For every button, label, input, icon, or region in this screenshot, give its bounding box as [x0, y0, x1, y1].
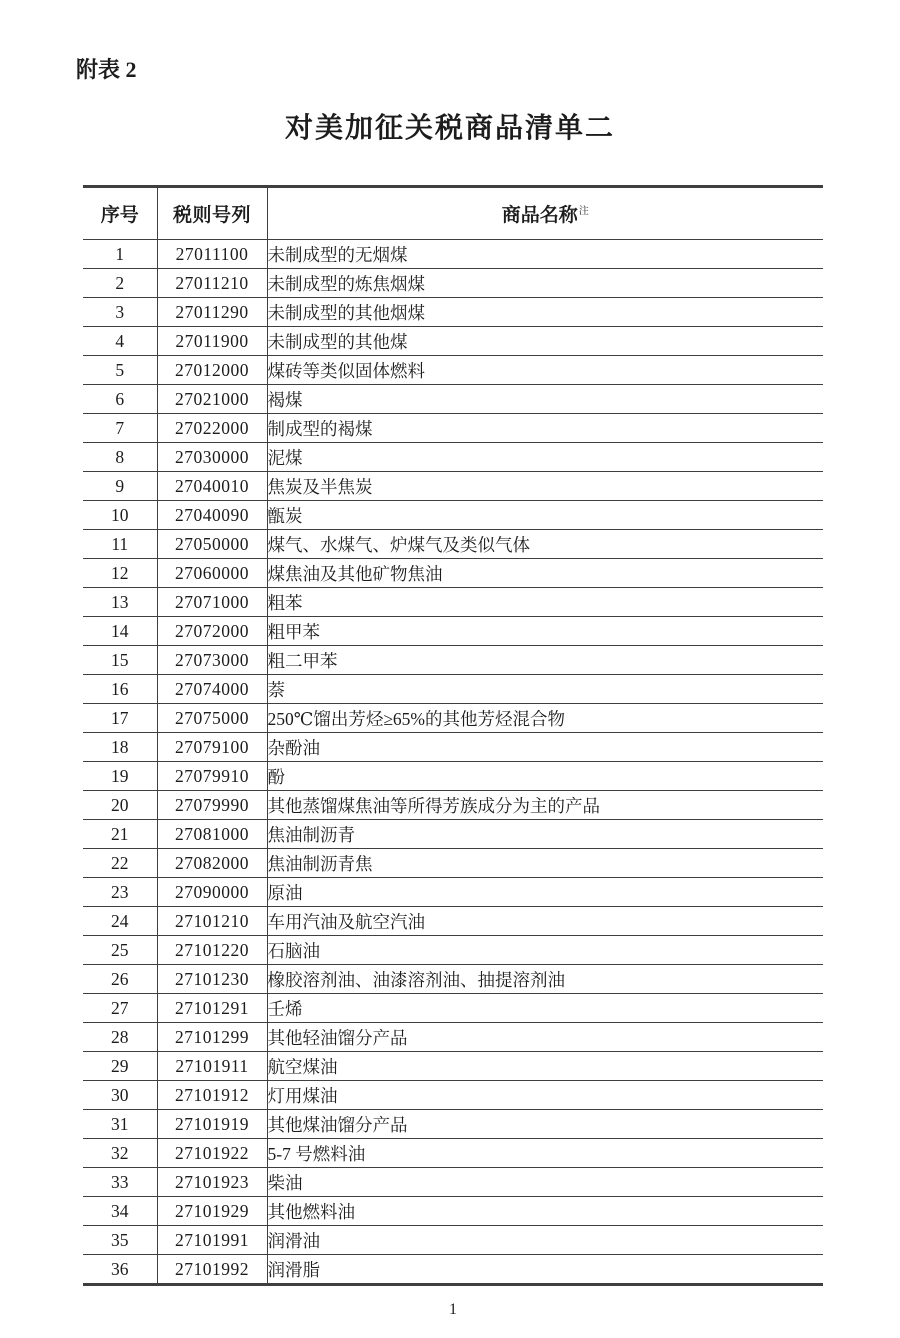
table-row — [83, 1110, 823, 1139]
cell-name: 橡胶溶剂油、油漆溶剂油、抽提溶剂油 — [267, 965, 823, 994]
table-row — [83, 617, 823, 646]
cell-code: 27072000 — [157, 617, 267, 646]
table-row — [83, 1139, 823, 1168]
cell-name: 焦油制沥青焦 — [267, 849, 823, 878]
cell-no: 3 — [83, 298, 157, 327]
cell-name: 其他煤油馏分产品 — [267, 1110, 823, 1139]
table-row — [83, 646, 823, 675]
cell-name: 煤气、水煤气、炉煤气及类似气体 — [267, 530, 823, 559]
cell-name: 未制成型的其他烟煤 — [267, 298, 823, 327]
cell-code: 27030000 — [157, 443, 267, 472]
cell-code: 27075000 — [157, 704, 267, 733]
cell-code: 27079100 — [157, 733, 267, 762]
cell-name: 壬烯 — [267, 994, 823, 1023]
table-row — [83, 791, 823, 820]
cell-code: 27022000 — [157, 414, 267, 443]
cell-name: 润滑油 — [267, 1226, 823, 1255]
cell-no: 16 — [83, 675, 157, 704]
cell-name: 航空煤油 — [267, 1052, 823, 1081]
cell-no: 31 — [83, 1110, 157, 1139]
cell-no: 15 — [83, 646, 157, 675]
cell-name: 250℃馏出芳烃≥65%的其他芳烃混合物 — [267, 704, 823, 733]
cell-name: 车用汽油及航空汽油 — [267, 907, 823, 936]
column-header-name-label: 商品名称 — [501, 205, 578, 226]
cell-code: 27101922 — [157, 1139, 267, 1168]
cell-no: 20 — [83, 791, 157, 820]
cell-name: 杂酚油 — [267, 733, 823, 762]
cell-code: 27079910 — [157, 762, 267, 791]
cell-name: 粗甲苯 — [267, 617, 823, 646]
page-number: 1 — [449, 1301, 457, 1318]
cell-code: 27060000 — [157, 559, 267, 588]
table-row — [83, 733, 823, 762]
cell-name: 泥煤 — [267, 443, 823, 472]
cell-code: 27079990 — [157, 791, 267, 820]
cell-no: 8 — [83, 443, 157, 472]
cell-no: 21 — [83, 820, 157, 849]
tariff-table-container — [83, 185, 823, 1286]
table-row — [83, 385, 823, 414]
cell-no: 36 — [83, 1255, 157, 1285]
tariff-table — [83, 185, 823, 1286]
cell-name: 5-7 号燃料油 — [267, 1139, 823, 1168]
table-row — [83, 1226, 823, 1255]
cell-code: 27011290 — [157, 298, 267, 327]
table-row — [83, 559, 823, 588]
cell-code: 27101291 — [157, 994, 267, 1023]
cell-no: 1 — [83, 240, 157, 269]
cell-name: 粗苯 — [267, 588, 823, 617]
cell-no: 23 — [83, 878, 157, 907]
cell-name: 其他轻油馏分产品 — [267, 1023, 823, 1052]
cell-code: 27040010 — [157, 472, 267, 501]
cell-name: 萘 — [267, 675, 823, 704]
column-header-code: 税则号列 — [157, 187, 267, 240]
cell-code: 27101929 — [157, 1197, 267, 1226]
cell-no: 22 — [83, 849, 157, 878]
cell-code: 27101991 — [157, 1226, 267, 1255]
cell-code: 27011900 — [157, 327, 267, 356]
cell-name: 煤砖等类似固体燃料 — [267, 356, 823, 385]
cell-code: 27012000 — [157, 356, 267, 385]
cell-name: 未制成型的其他煤 — [267, 327, 823, 356]
table-row — [83, 704, 823, 733]
cell-code: 27101230 — [157, 965, 267, 994]
cell-name: 制成型的褐煤 — [267, 414, 823, 443]
cell-code: 27050000 — [157, 530, 267, 559]
tariff-table-body — [83, 240, 823, 1285]
cell-no: 5 — [83, 356, 157, 385]
table-row — [83, 269, 823, 298]
cell-no: 11 — [83, 530, 157, 559]
cell-name: 润滑脂 — [267, 1255, 823, 1285]
cell-no: 29 — [83, 1052, 157, 1081]
cell-no: 26 — [83, 965, 157, 994]
cell-no: 4 — [83, 327, 157, 356]
cell-no: 27 — [83, 994, 157, 1023]
table-row — [83, 820, 823, 849]
table-row — [83, 965, 823, 994]
cell-name: 粗二甲苯 — [267, 646, 823, 675]
cell-name: 煤焦油及其他矿物焦油 — [267, 559, 823, 588]
cell-no: 7 — [83, 414, 157, 443]
cell-no: 35 — [83, 1226, 157, 1255]
table-row — [83, 849, 823, 878]
cell-code: 27101911 — [157, 1052, 267, 1081]
cell-no: 24 — [83, 907, 157, 936]
cell-no: 12 — [83, 559, 157, 588]
cell-code: 27101919 — [157, 1110, 267, 1139]
table-row — [83, 936, 823, 965]
cell-name: 原油 — [267, 878, 823, 907]
cell-no: 28 — [83, 1023, 157, 1052]
table-row — [83, 356, 823, 385]
cell-name: 焦炭及半焦炭 — [267, 472, 823, 501]
cell-code: 27101923 — [157, 1168, 267, 1197]
table-row — [83, 414, 823, 443]
cell-no: 14 — [83, 617, 157, 646]
cell-name: 焦油制沥青 — [267, 820, 823, 849]
cell-name: 其他燃料油 — [267, 1197, 823, 1226]
column-header-name — [267, 187, 823, 240]
table-row — [83, 472, 823, 501]
cell-code: 27073000 — [157, 646, 267, 675]
cell-code: 27071000 — [157, 588, 267, 617]
cell-no: 25 — [83, 936, 157, 965]
cell-no: 2 — [83, 269, 157, 298]
table-row — [83, 1197, 823, 1226]
cell-name: 其他蒸馏煤焦油等所得芳族成分为主的产品 — [267, 791, 823, 820]
cell-no: 18 — [83, 733, 157, 762]
cell-no: 33 — [83, 1168, 157, 1197]
cell-code: 27021000 — [157, 385, 267, 414]
cell-name: 未制成型的无烟煤 — [267, 240, 823, 269]
table-row — [83, 530, 823, 559]
table-row — [83, 1052, 823, 1081]
cell-code: 27101992 — [157, 1255, 267, 1285]
cell-code: 27101912 — [157, 1081, 267, 1110]
cell-name: 未制成型的炼焦烟煤 — [267, 269, 823, 298]
table-row — [83, 1255, 823, 1285]
cell-no: 30 — [83, 1081, 157, 1110]
table-row — [83, 907, 823, 936]
table-row — [83, 588, 823, 617]
cell-no: 34 — [83, 1197, 157, 1226]
table-row — [83, 878, 823, 907]
cell-code: 27081000 — [157, 820, 267, 849]
cell-no: 19 — [83, 762, 157, 791]
table-row — [83, 327, 823, 356]
table-row — [83, 240, 823, 269]
cell-code: 27011210 — [157, 269, 267, 298]
table-row — [83, 298, 823, 327]
cell-code: 27101220 — [157, 936, 267, 965]
cell-name: 酚 — [267, 762, 823, 791]
cell-code: 27074000 — [157, 675, 267, 704]
cell-no: 10 — [83, 501, 157, 530]
cell-code: 27011100 — [157, 240, 267, 269]
table-row — [83, 1168, 823, 1197]
note-superscript: 注 — [578, 205, 589, 217]
cell-code: 27082000 — [157, 849, 267, 878]
cell-code: 27101210 — [157, 907, 267, 936]
cell-code: 27040090 — [157, 501, 267, 530]
cell-code: 27090000 — [157, 878, 267, 907]
cell-name: 石脑油 — [267, 936, 823, 965]
cell-no: 13 — [83, 588, 157, 617]
cell-no: 9 — [83, 472, 157, 501]
cell-code: 27101299 — [157, 1023, 267, 1052]
table-header-row — [83, 187, 823, 240]
appendix-label: 附表 2 — [76, 57, 137, 82]
table-row — [83, 1081, 823, 1110]
cell-no: 17 — [83, 704, 157, 733]
cell-name: 柴油 — [267, 1168, 823, 1197]
page-title: 对美加征关税商品清单二 — [284, 113, 615, 144]
column-header-no: 序号 — [83, 187, 157, 240]
table-row — [83, 501, 823, 530]
cell-no: 6 — [83, 385, 157, 414]
table-row — [83, 443, 823, 472]
cell-no: 32 — [83, 1139, 157, 1168]
table-row — [83, 1023, 823, 1052]
cell-name: 灯用煤油 — [267, 1081, 823, 1110]
table-row — [83, 762, 823, 791]
table-row — [83, 675, 823, 704]
cell-name: 褐煤 — [267, 385, 823, 414]
table-row — [83, 994, 823, 1023]
cell-name: 甑炭 — [267, 501, 823, 530]
